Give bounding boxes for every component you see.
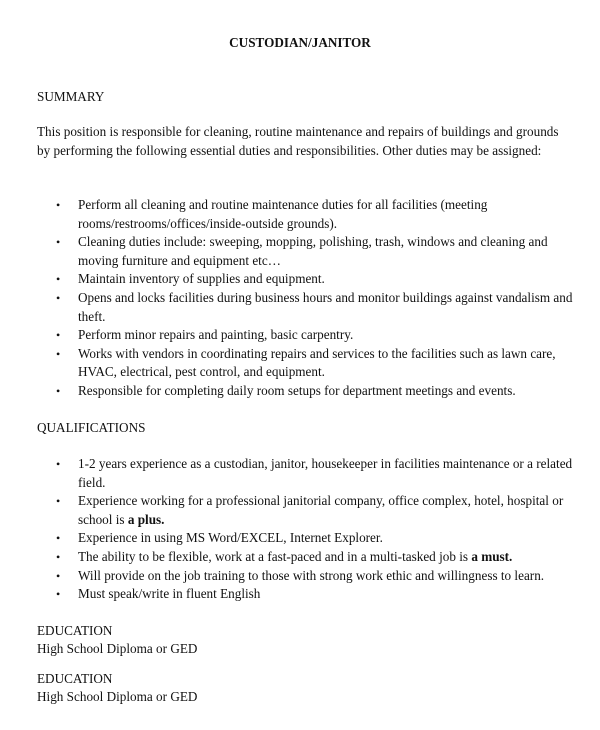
bullet-icon: • <box>56 272 61 287</box>
bullet-icon: • <box>56 383 61 398</box>
bullet-icon: • <box>56 457 61 471</box>
list-item: • Experience working for a professional janitorial company, office complex, hotel, hospital or school is a plus. <box>56 493 564 527</box>
list-item: • Cleaning duties include: sweeping, mopping, polishing, trash, windows and cleaning and moving furniture and equipment etc… <box>56 234 548 268</box>
summary-list <box>37 196 577 401</box>
bullet-icon: • <box>56 328 61 343</box>
bullet-icon: • <box>56 587 61 602</box>
emphasis: a plus. <box>127 511 165 527</box>
list-item: • Must speak/write in fluent English <box>37 585 577 604</box>
list-item: • Perform all cleaning and routine maintenance duties for all facilities (meeting rooms/restrooms/offices/inside-outside grounds). <box>56 197 488 231</box>
education-value: High School Diploma or GED <box>37 641 198 656</box>
bullet-icon: • <box>56 568 61 583</box>
emphasis: a must. <box>471 548 513 564</box>
list-item: • Perform minor repairs and painting, basic carpentry. <box>37 326 577 345</box>
list-item: • The ability to be flexible, work at a fast-paced and in a multi-tasked job is a must. <box>37 548 577 567</box>
list-item: • Maintain inventory of supplies and equipment. <box>37 270 577 289</box>
list-item: • Works with vendors in coordinating repairs and services to the facilities such as lawn care, HVAC, electrical, pest control, and equipment. <box>56 345 556 380</box>
qualifications-heading: QUALIFICATIONS <box>37 420 146 435</box>
list-item: • Will provide on the job training to those with strong work ethic and willingness to learn. <box>37 567 577 586</box>
bullet-icon: • <box>56 494 61 509</box>
list-item: • Experience in using MS Word/EXCEL, Internet Explorer. <box>37 529 577 548</box>
bullet-icon: • <box>56 549 61 564</box>
education-heading: EDUCATION <box>37 623 113 638</box>
list-item: • 1-2 years experience as a custodian, janitor, housekeeper in facilities maintenance or a related field. <box>56 456 573 490</box>
education-heading: EDUCATION <box>37 671 113 686</box>
list-item: • Opens and locks facilities during business hours and monitor buildings against vandalism and theft. <box>56 289 573 324</box>
summary-intro: This position is responsible for cleaning, routine maintenance and repairs of buildings and grounds by performing the following essential duties and responsibilities. Other duties may be assigned: <box>37 124 559 158</box>
bullet-icon: • <box>56 290 61 305</box>
bullet-icon: • <box>56 198 61 212</box>
qualifications-list <box>37 455 577 604</box>
bullet-icon: • <box>56 346 61 361</box>
document-title: CUSTODIAN/JANITOR <box>229 35 371 50</box>
list-item: • Responsible for completing daily room setups for department meetings and events. <box>37 382 577 401</box>
summary-heading: SUMMARY <box>37 89 105 104</box>
bullet-icon: • <box>56 531 61 546</box>
education-value: High School Diploma or GED <box>37 689 198 704</box>
bullet-icon: • <box>56 235 61 250</box>
